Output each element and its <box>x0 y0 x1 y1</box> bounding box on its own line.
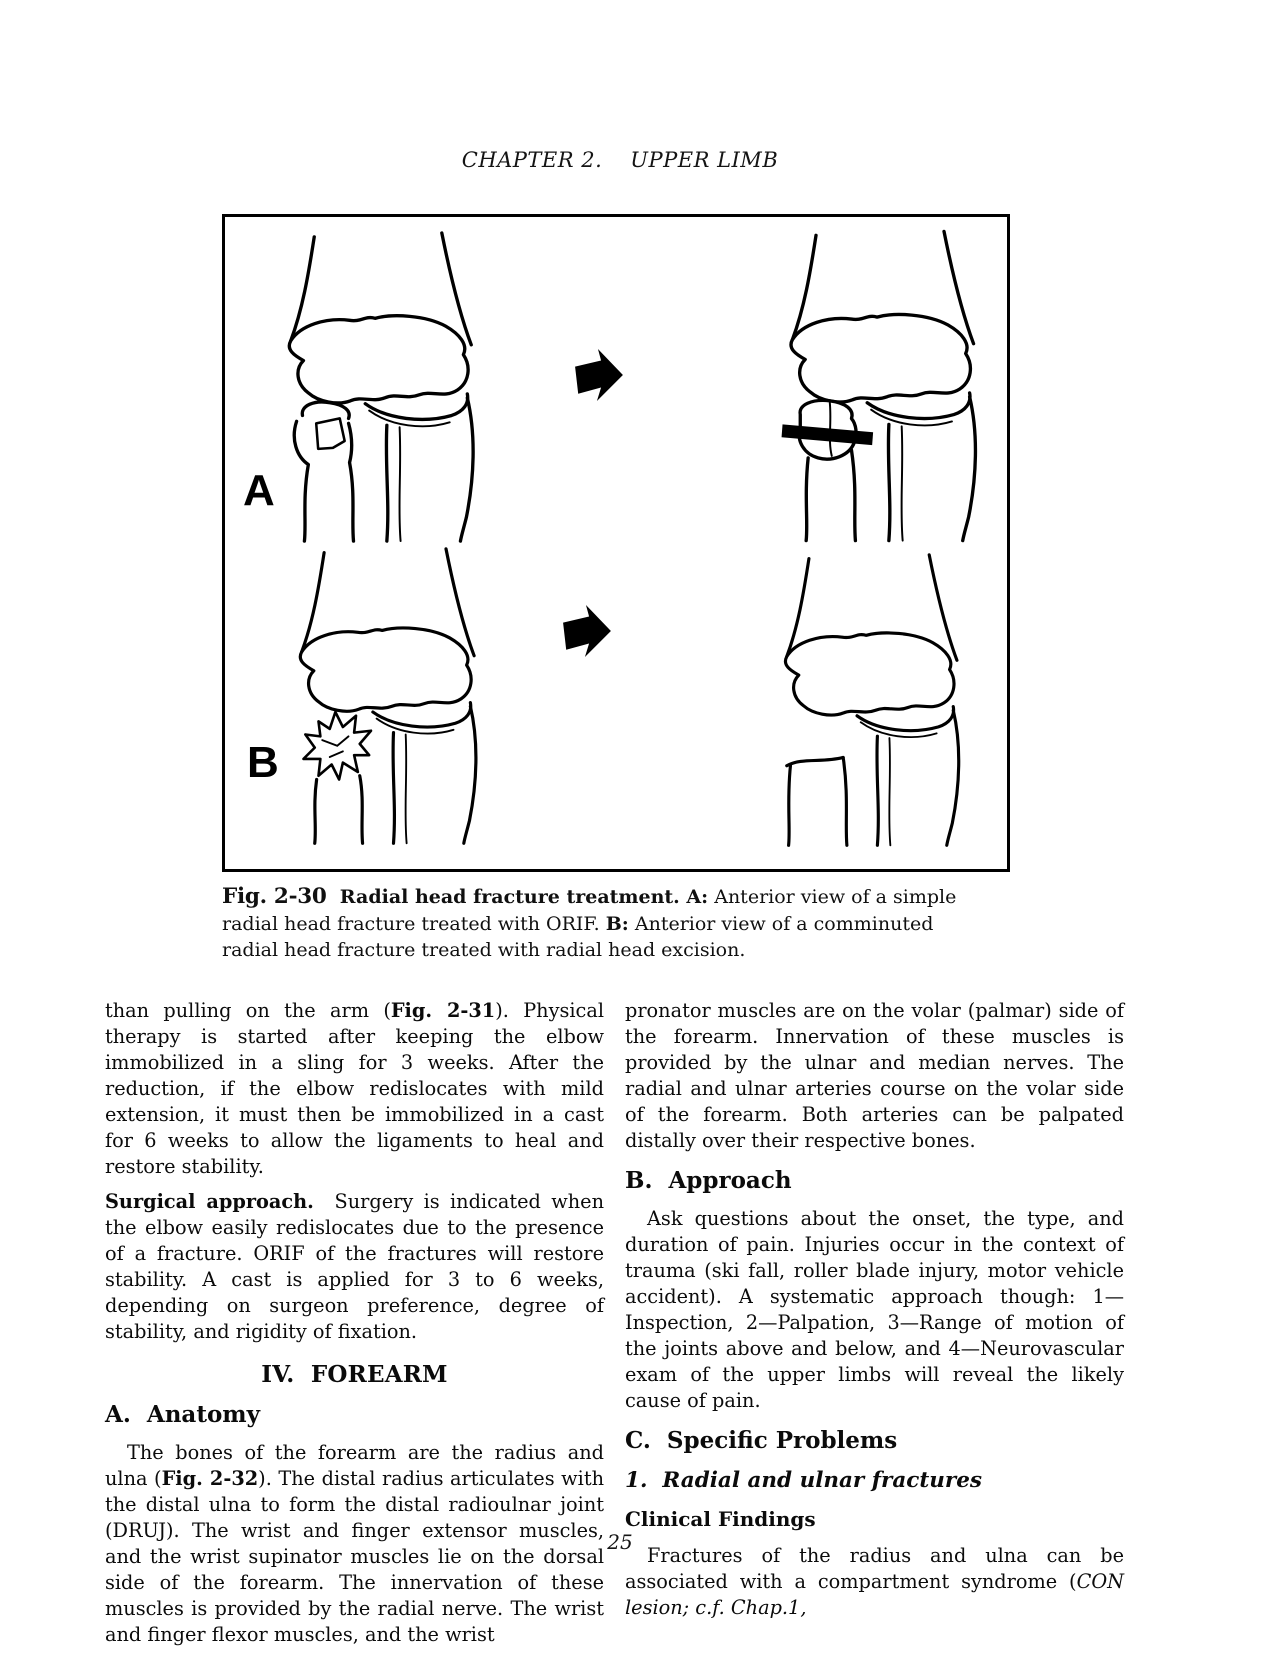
elbow-drawing-a-orif <box>753 229 1009 545</box>
paragraph-2 <box>105 1189 604 1345</box>
text-segment: The bones of the forearm are the radius and ulna ( <box>105 1441 604 1490</box>
page-number: 25 <box>607 1530 633 1554</box>
heading-4: C. Specific Problems <box>625 1427 898 1454</box>
text-segment: Anterior view of a simple radial head fracture treated with ORIF. <box>222 886 957 935</box>
text-segment: Ask questions about the onset, the type, and duration of pain. Injuries occur in the context of trauma (ski fall, roller blade injury, motor vehicle accident). A systematic approach though: 1—Inspection, 2—Palpation, 3—Range of motion of the joints above and below, and 4—Neurovascular exam of the upper limbs will reveal the likely cause of pain. <box>625 1207 1124 1412</box>
text-segment: Fig. 2-30 <box>222 884 327 909</box>
text-segment: B: <box>605 912 629 935</box>
text-segment: A: <box>686 886 709 908</box>
heading-2: B. Approach <box>625 1167 792 1194</box>
paragraph-3 <box>625 1206 1124 1414</box>
paragraph-1 <box>105 998 604 1180</box>
figure-caption <box>222 884 982 964</box>
elbow-drawing-a-fracture <box>243 231 515 545</box>
paragraph-1 <box>625 998 1124 1154</box>
heading-center-3: IV. FOREARM <box>261 1361 448 1388</box>
text-segment: Fig. 2-31 <box>390 999 496 1022</box>
running-head-chapter: CHAPTER 2. <box>461 148 603 172</box>
text-segment: than pulling on the arm ( <box>105 999 391 1022</box>
heading-italic-5: 1. Radial and ulnar fractures <box>625 1468 983 1493</box>
text-segment: Surgical approach. <box>105 1190 314 1213</box>
subheading-6: Clinical Findings <box>625 1507 816 1531</box>
running-head <box>0 148 1240 172</box>
text-segment: Fractures of the radius and ulna can be associated with a compartment syndrome ( <box>625 1544 1124 1593</box>
text-segment: Radial head fracture treatment. <box>326 886 687 908</box>
panel-label-b: B <box>247 738 279 787</box>
figure-2-30 <box>222 214 1010 872</box>
heading-4: A. Anatomy <box>105 1401 261 1428</box>
panel-label-a: A <box>243 466 275 515</box>
elbow-drawing-b-comminuted <box>255 547 517 847</box>
text-segment: Anterior view of a comminuted radial head fracture treated with radial head excision. <box>222 912 934 961</box>
arrow-right-icon <box>573 347 625 403</box>
paragraph-7 <box>625 1543 1124 1621</box>
elbow-drawing-b-excision <box>747 553 993 849</box>
text-segment: ). Physical therapy is started after keeping the elbow immobilized in a sling for 3 weeks. After the reduction, if the elbow redislocates with mild extension, it must then be immobilized in a cast for 6 weeks to allow the ligaments to heal and restore stability. <box>105 999 604 1178</box>
text-segment: Fig. 2-32 <box>161 1467 259 1490</box>
arrow-right-icon <box>561 603 613 659</box>
text-segment: pronator muscles are on the volar (palmar) side of the forearm. Innervation of these muscles is provided by the ulnar and median nerves. The radial and ulnar arteries course on the volar side of the forearm. Both arteries can be palpated distally over their respective bones. <box>625 999 1124 1152</box>
text-segment: Surgery is indicated when the elbow easily redislocates due to the presence of a fracture. ORIF of the fractures will restore stability. A cast is applied for 3 to 6 weeks, depending on surgeon preference, degree of stability, and rigidity of fixation. <box>105 1190 604 1343</box>
text-segment: CON lesion; c.f. Chap.1, <box>625 1570 1124 1619</box>
running-head-title: UPPER LIMB <box>630 148 779 172</box>
column-left <box>105 998 604 1657</box>
text-segment: ). The distal radius articulates with the distal ulna to form the distal radioulnar joint (DRUJ). The wrist and finger extensor muscles, and the wrist supinator muscles lie on the dorsal side of the forearm. The innervation of these muscles is provided by the radial nerve. The wrist and finger flexor muscles, and the wrist <box>105 1467 604 1646</box>
